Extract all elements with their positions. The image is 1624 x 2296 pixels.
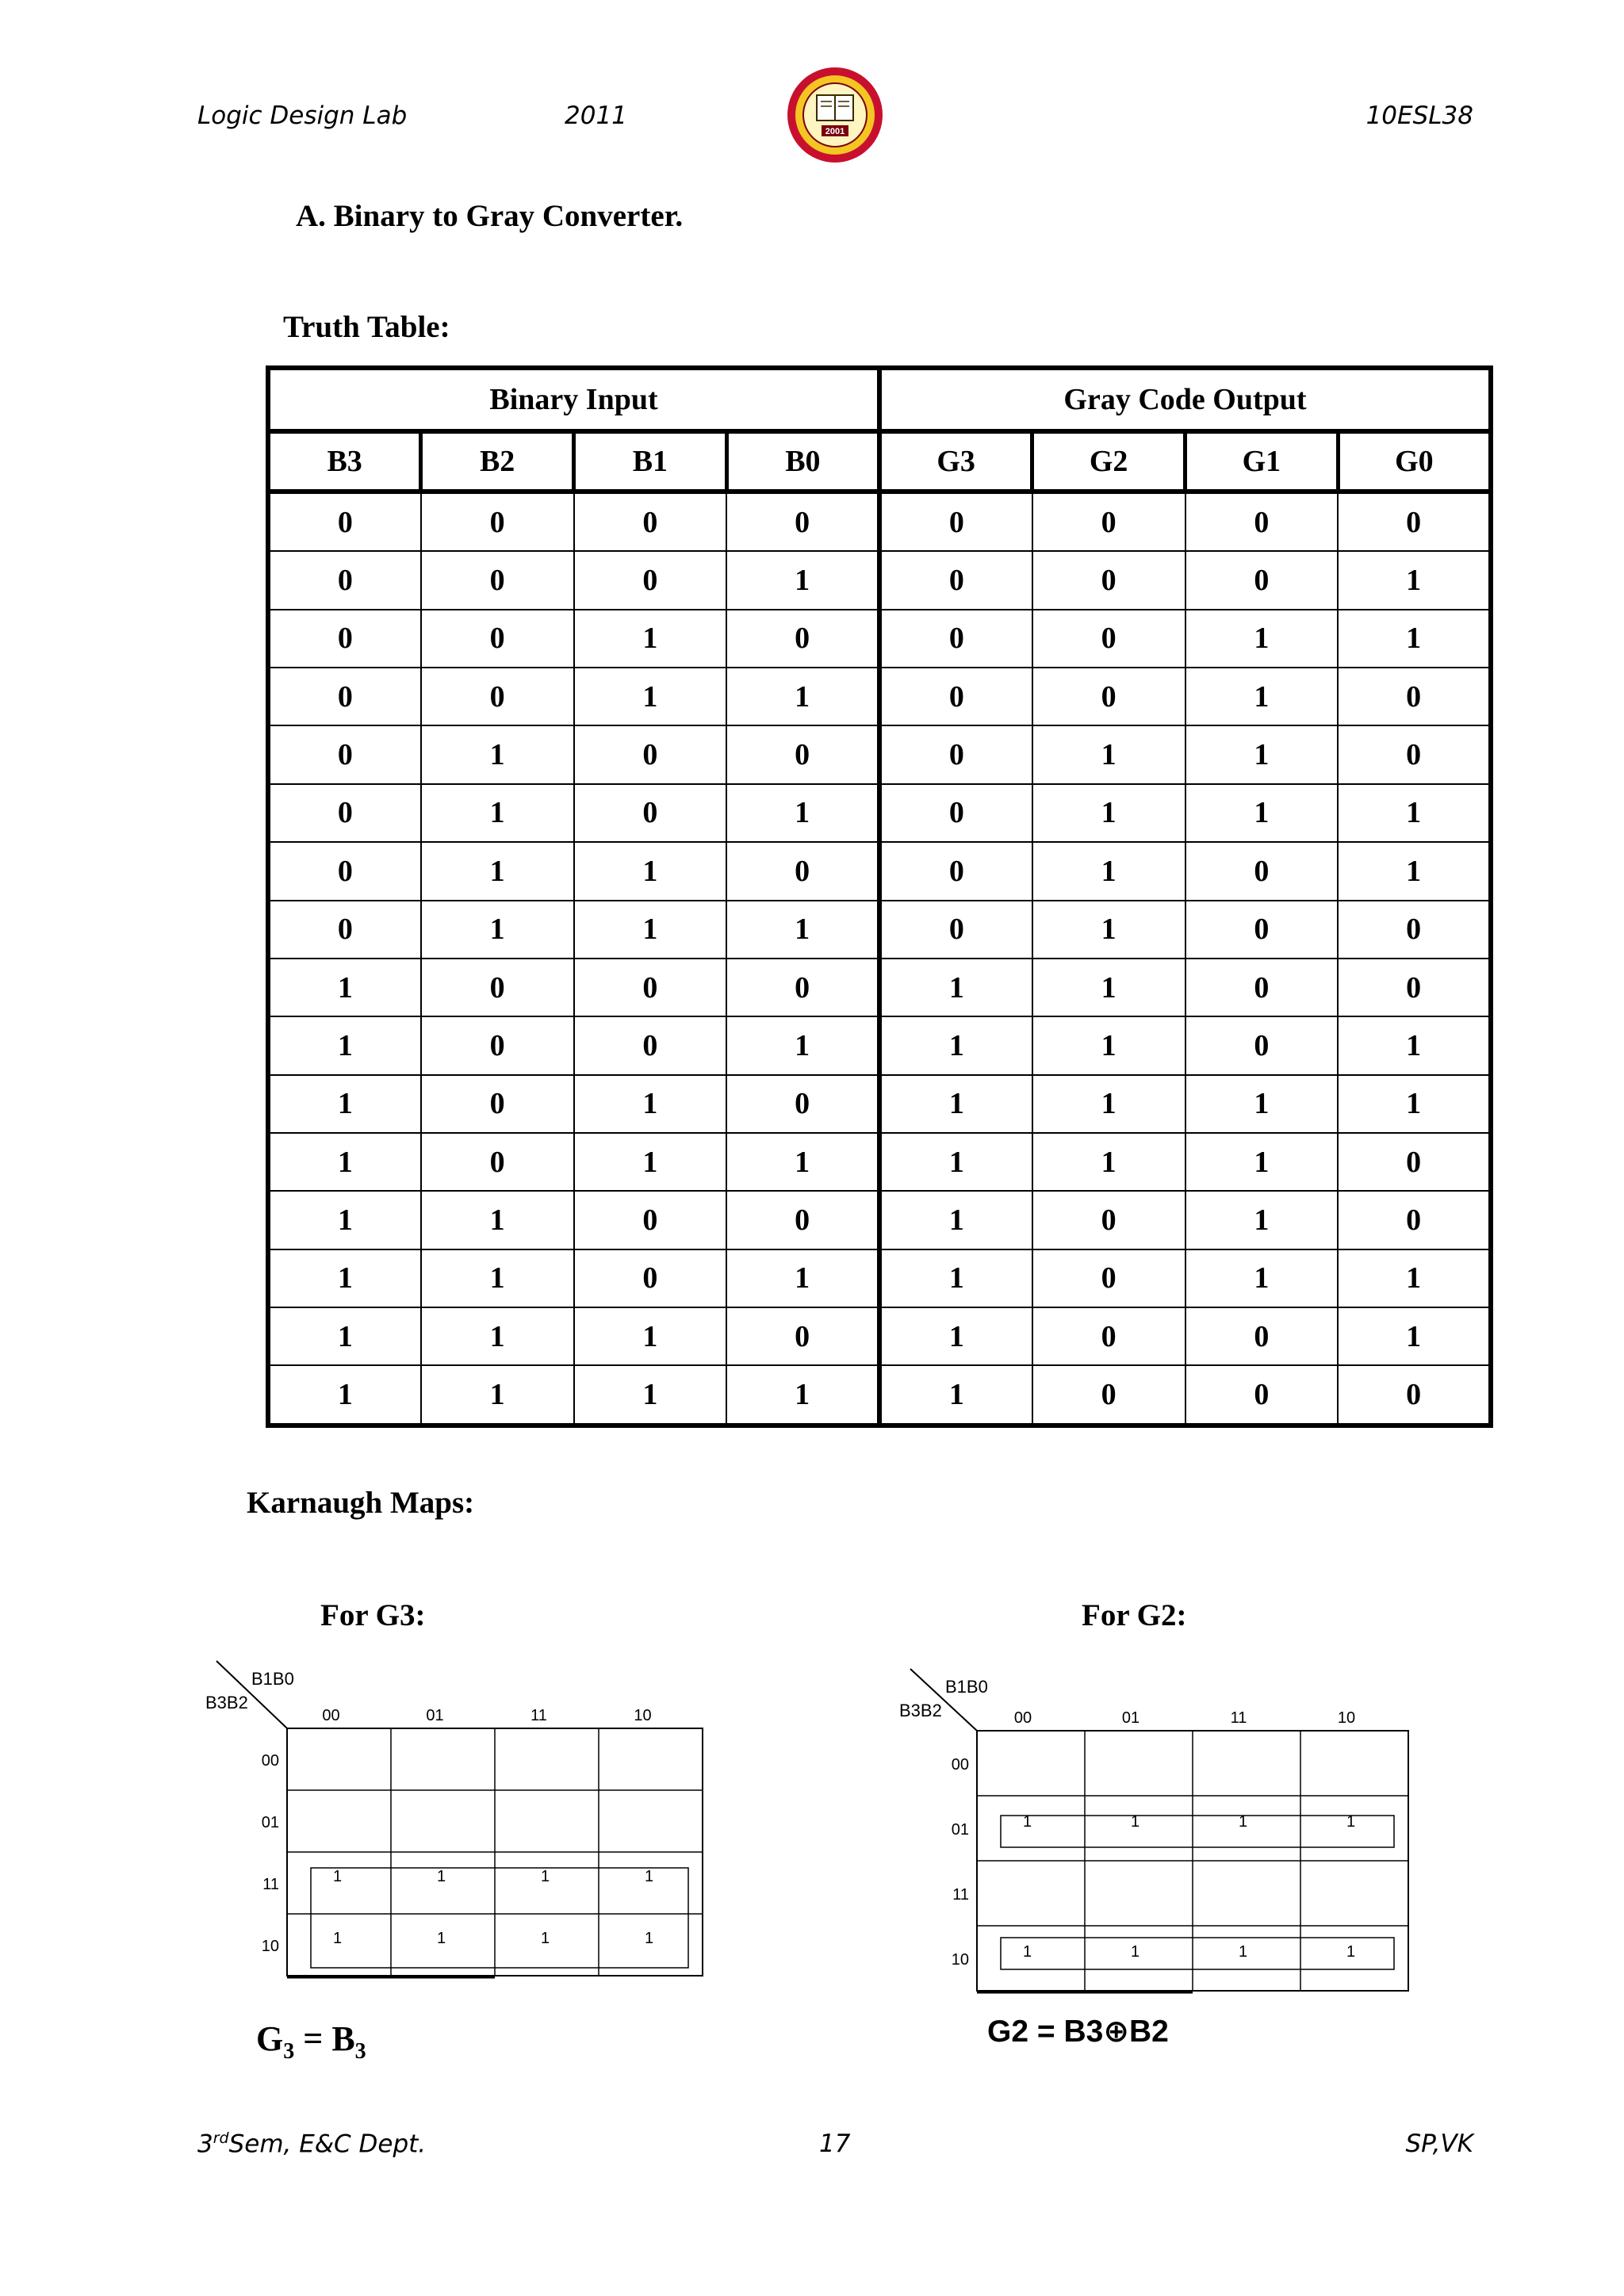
table-cell: 1 — [268, 1307, 421, 1365]
kmap-row-var-label: B3B2 — [899, 1701, 942, 1720]
kmap-cell-value: 1 — [1346, 1813, 1356, 1831]
table-cell: 1 — [421, 842, 574, 900]
karnaugh-maps-label: Karnaugh Maps: — [247, 1486, 475, 1520]
table-row — [268, 784, 1491, 842]
table-cell: 0 — [1338, 1133, 1491, 1191]
column-header-g1: G1 — [1185, 431, 1339, 492]
kmap-col-label: 11 — [530, 1707, 547, 1724]
group-header-gray-output: Gray Code Output — [879, 368, 1491, 431]
table-cell: 1 — [879, 1307, 1032, 1365]
table-cell: 1 — [726, 1365, 879, 1425]
table-cell: 0 — [1185, 901, 1339, 959]
table-row — [268, 610, 1491, 668]
table-cell: 1 — [1032, 1016, 1185, 1074]
group-header-binary-input: Binary Input — [268, 368, 879, 431]
table-cell: 1 — [1032, 842, 1185, 900]
table-cell: 1 — [574, 668, 727, 725]
table-cell: 1 — [879, 1016, 1032, 1074]
kmap-row-label: 01 — [261, 1813, 279, 1831]
table-cell: 1 — [1032, 1133, 1185, 1191]
table-cell: 1 — [421, 1191, 574, 1249]
table-cell: 1 — [1032, 725, 1185, 783]
table-cell: 0 — [1338, 1191, 1491, 1249]
kmap-g2 — [896, 1661, 1435, 1994]
table-cell: 1 — [879, 1133, 1032, 1191]
table-cell: 1 — [268, 1191, 421, 1249]
table-cell: 1 — [1338, 551, 1491, 609]
table-cell: 1 — [879, 1365, 1032, 1425]
table-cell: 0 — [726, 1075, 879, 1133]
table-cell: 0 — [268, 610, 421, 668]
table-cell: 1 — [879, 1249, 1032, 1307]
truth-table-label: Truth Table: — [283, 310, 450, 344]
kmap-cell-value: 1 — [333, 1868, 343, 1885]
kmap-col-var-label: B1B0 — [251, 1669, 294, 1689]
table-row — [268, 1191, 1491, 1249]
table-cell: 0 — [726, 959, 879, 1016]
table-row — [268, 725, 1491, 783]
kmap-group-loop — [311, 1868, 688, 1968]
table-cell: 0 — [1032, 1191, 1185, 1249]
footer-page-number: 17 — [819, 2130, 851, 2158]
kmap-cell-value: 1 — [1346, 1943, 1356, 1961]
kmap-g3-title: For G3: — [320, 1598, 426, 1632]
table-cell: 1 — [421, 1365, 574, 1425]
table-cell: 0 — [879, 668, 1032, 725]
table-cell: 0 — [1032, 668, 1185, 725]
logo-year: 2001 — [825, 127, 845, 136]
column-header-b1: B1 — [574, 431, 727, 492]
table-cell: 0 — [268, 901, 421, 959]
column-header-row — [268, 431, 1491, 492]
table-cell: 0 — [879, 725, 1032, 783]
column-header-g2: G2 — [1032, 431, 1185, 492]
table-cell: 0 — [574, 1016, 727, 1074]
table-cell: 1 — [574, 901, 727, 959]
table-row — [268, 1016, 1491, 1074]
table-row — [268, 1133, 1491, 1191]
table-cell: 1 — [726, 901, 879, 959]
table-cell: 1 — [574, 842, 727, 900]
table-cell: 1 — [726, 551, 879, 609]
table-cell: 0 — [879, 610, 1032, 668]
table-cell: 0 — [1032, 1249, 1185, 1307]
table-cell: 0 — [574, 492, 727, 551]
table-cell: 0 — [574, 551, 727, 609]
footer-semester: 3rdSem, E&C Dept. — [197, 2130, 427, 2159]
table-cell: 1 — [574, 1365, 727, 1425]
table-cell: 0 — [726, 610, 879, 668]
table-cell: 0 — [268, 668, 421, 725]
table-row — [268, 842, 1491, 900]
table-cell: 0 — [1032, 1365, 1185, 1425]
kmap-row-label: 00 — [261, 1751, 279, 1770]
table-cell: 1 — [268, 959, 421, 1016]
table-cell: 1 — [268, 1365, 421, 1425]
table-cell: 1 — [1032, 959, 1185, 1016]
table-cell: 1 — [1185, 784, 1339, 842]
table-cell: 0 — [1032, 492, 1185, 551]
table-cell: 1 — [726, 1016, 879, 1074]
footer-authors: SP,VK — [1405, 2130, 1473, 2158]
table-cell: 0 — [268, 551, 421, 609]
table-cell: 1 — [726, 784, 879, 842]
table-cell: 0 — [268, 492, 421, 551]
table-cell: 0 — [421, 551, 574, 609]
table-row — [268, 551, 1491, 609]
table-cell: 1 — [1338, 784, 1491, 842]
table-cell: 1 — [1185, 1133, 1339, 1191]
table-cell: 0 — [574, 725, 727, 783]
kmap-row-label: 10 — [951, 1951, 969, 1969]
kmap-row-label: 11 — [262, 1875, 279, 1893]
table-cell: 0 — [1185, 1307, 1339, 1365]
table-cell: 0 — [879, 842, 1032, 900]
kmap-cell-value: 1 — [645, 1930, 654, 1947]
table-row — [268, 1249, 1491, 1307]
table-cell: 1 — [1338, 1075, 1491, 1133]
kmap-col-label: 10 — [1337, 1709, 1356, 1727]
table-cell: 0 — [726, 492, 879, 551]
truth-table — [266, 365, 1493, 1428]
table-cell: 0 — [574, 959, 727, 1016]
table-cell: 0 — [879, 492, 1032, 551]
kmap-cell-value: 1 — [1131, 1813, 1140, 1831]
table-cell: 1 — [421, 725, 574, 783]
kmap-row-label: 01 — [951, 1821, 969, 1839]
column-header-b2: B2 — [421, 431, 574, 492]
table-cell: 1 — [268, 1075, 421, 1133]
college-seal-logo — [785, 65, 885, 165]
kmap-col-label: 01 — [1121, 1709, 1140, 1727]
table-cell: 1 — [268, 1249, 421, 1307]
table-cell: 1 — [726, 1133, 879, 1191]
table-cell: 1 — [421, 901, 574, 959]
table-cell: 0 — [1185, 492, 1339, 551]
header-course-code: 10ESL38 — [1365, 101, 1473, 130]
table-cell: 0 — [1032, 551, 1185, 609]
table-cell: 0 — [879, 784, 1032, 842]
kmap-cell-value: 1 — [541, 1930, 550, 1947]
table-cell: 0 — [726, 725, 879, 783]
table-row — [268, 959, 1491, 1016]
table-cell: 0 — [1338, 725, 1491, 783]
kmap-cell-value: 1 — [1023, 1943, 1032, 1961]
table-cell: 0 — [574, 1191, 727, 1249]
table-cell: 0 — [421, 1133, 574, 1191]
table-row — [268, 492, 1491, 551]
kmap-cell-value: 1 — [541, 1868, 550, 1885]
table-cell: 1 — [726, 1249, 879, 1307]
kmap-col-label: 11 — [1230, 1709, 1247, 1727]
table-cell: 1 — [1032, 901, 1185, 959]
table-cell: 1 — [1185, 1075, 1339, 1133]
table-cell: 0 — [421, 1075, 574, 1133]
table-cell: 0 — [1032, 1307, 1185, 1365]
kmap-col-label: 10 — [634, 1707, 652, 1724]
kmap-g3 — [202, 1653, 710, 1986]
table-cell: 0 — [421, 959, 574, 1016]
table-cell: 1 — [1185, 1191, 1339, 1249]
table-cell: 0 — [421, 610, 574, 668]
truth-table-body — [268, 492, 1491, 1425]
table-row — [268, 1307, 1491, 1365]
table-cell: 0 — [879, 901, 1032, 959]
column-header-b0: B0 — [726, 431, 879, 492]
table-cell: 1 — [1338, 1249, 1491, 1307]
table-cell: 1 — [879, 1075, 1032, 1133]
kmap-group-loop — [1001, 1938, 1394, 1969]
table-cell: 0 — [1185, 1016, 1339, 1074]
table-cell: 0 — [268, 784, 421, 842]
table-cell: 1 — [421, 1307, 574, 1365]
table-row — [268, 1075, 1491, 1133]
table-row — [268, 668, 1491, 725]
table-cell: 0 — [726, 842, 879, 900]
table-cell: 0 — [1338, 901, 1491, 959]
table-cell: 0 — [574, 784, 727, 842]
table-cell: 1 — [421, 784, 574, 842]
table-cell: 0 — [1338, 492, 1491, 551]
table-cell: 1 — [574, 610, 727, 668]
table-row — [268, 1365, 1491, 1425]
kmap-group-loop — [1001, 1816, 1394, 1847]
table-cell: 0 — [268, 725, 421, 783]
kmap-row-var-label: B3B2 — [205, 1693, 248, 1712]
kmap-cell-value: 1 — [1131, 1943, 1140, 1961]
kmap-g2-title: For G2: — [1082, 1598, 1187, 1632]
table-cell: 1 — [726, 668, 879, 725]
equation-g2: G2 = B3⊕B2 — [987, 2015, 1169, 2049]
table-cell: 1 — [1185, 668, 1339, 725]
table-cell: 1 — [1338, 1016, 1491, 1074]
kmap-cell-value: 1 — [333, 1930, 343, 1947]
table-cell: 0 — [1185, 1365, 1339, 1425]
table-cell: 0 — [1185, 959, 1339, 1016]
table-cell: 0 — [268, 842, 421, 900]
kmap-cell-value: 1 — [437, 1868, 446, 1885]
column-header-b3: B3 — [268, 431, 421, 492]
section-title: A. Binary to Gray Converter. — [296, 199, 684, 233]
table-cell: 0 — [1185, 551, 1339, 609]
equation-g3: $G_3 = B_3$ — [256, 2019, 366, 2064]
kmap-cell-value: 1 — [1239, 1813, 1248, 1831]
table-cell: 1 — [268, 1016, 421, 1074]
table-row — [268, 901, 1491, 959]
header-year: 2011 — [565, 101, 627, 130]
table-cell: 1 — [1185, 1249, 1339, 1307]
table-cell: 1 — [1185, 610, 1339, 668]
table-cell: 0 — [574, 1249, 727, 1307]
kmap-col-label: 00 — [322, 1707, 340, 1724]
table-cell: 0 — [1338, 1365, 1491, 1425]
table-cell: 1 — [421, 1249, 574, 1307]
table-cell: 1 — [574, 1133, 727, 1191]
table-cell: 1 — [879, 959, 1032, 1016]
table-cell: 1 — [1338, 842, 1491, 900]
table-cell: 1 — [1032, 1075, 1185, 1133]
table-cell: 1 — [1032, 784, 1185, 842]
kmap-row-label: 11 — [952, 1886, 969, 1904]
kmap-cell-value: 1 — [645, 1868, 654, 1885]
table-cell: 0 — [421, 1016, 574, 1074]
kmap-cell-value: 1 — [1023, 1813, 1032, 1831]
kmap-row-label: 10 — [261, 1937, 279, 1955]
kmap-row-label: 00 — [951, 1756, 969, 1774]
table-cell: 1 — [1338, 1307, 1491, 1365]
kmap-cell-value: 1 — [1239, 1943, 1248, 1961]
header-course-title: Logic Design Lab — [197, 101, 408, 130]
kmap-col-label: 00 — [1013, 1709, 1032, 1727]
kmap-cell-value: 1 — [437, 1930, 446, 1947]
kmap-col-var-label: B1B0 — [945, 1677, 988, 1697]
column-header-g0: G0 — [1338, 431, 1491, 492]
table-cell: 0 — [1338, 959, 1491, 1016]
table-cell: 0 — [1338, 668, 1491, 725]
table-cell: 1 — [574, 1307, 727, 1365]
table-cell: 1 — [1338, 610, 1491, 668]
table-cell: 0 — [421, 668, 574, 725]
table-cell: 0 — [726, 1191, 879, 1249]
table-cell: 0 — [1032, 610, 1185, 668]
table-cell: 1 — [268, 1133, 421, 1191]
table-cell: 0 — [879, 551, 1032, 609]
table-cell: 0 — [726, 1307, 879, 1365]
table-cell: 0 — [421, 492, 574, 551]
column-header-g3: G3 — [879, 431, 1032, 492]
table-cell: 1 — [1185, 725, 1339, 783]
table-cell: 1 — [574, 1075, 727, 1133]
kmap-col-label: 01 — [426, 1707, 444, 1724]
table-cell: 0 — [1185, 842, 1339, 900]
table-cell: 1 — [879, 1191, 1032, 1249]
